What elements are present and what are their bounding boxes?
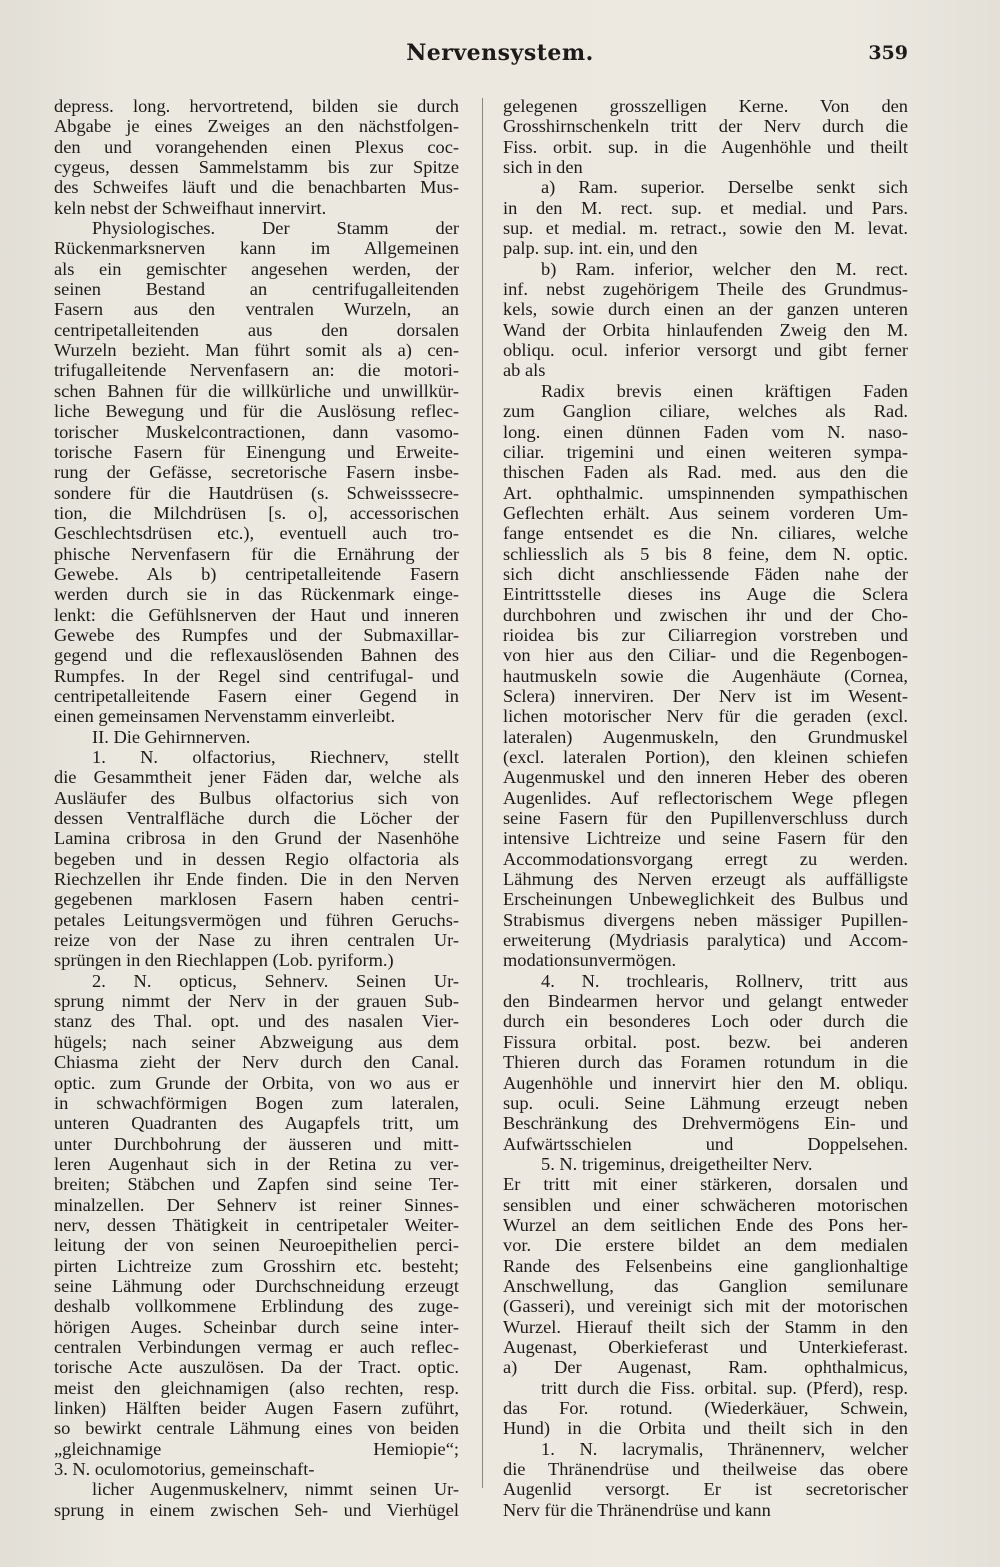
text-line: Rande des Felsenbeins eine ganglionhaltige (503, 1255, 908, 1276)
page-header (0, 40, 1000, 80)
text-line: ciliar. trigemini und einen weiteren sympa- (503, 441, 908, 462)
text-line: Beschränkung des Drehvermögens Ein- und (503, 1113, 908, 1134)
text-line: unteren Quadranten des Augapfels tritt, um (54, 1113, 459, 1134)
text-line: centripetalleitende Fasern einer Gegend in (54, 685, 459, 706)
text-line: breiten; Stäbchen und Zapfen sind seine Ter- (54, 1174, 459, 1195)
text-line: Hund) in die Orbita und theilt sich in den (503, 1418, 908, 1439)
text-line: Wurzeln bezieht. Man führt somit als a) cen- (54, 340, 459, 361)
text-line: reize von der Nase zu ihren centralen Ur- (54, 930, 459, 951)
text-line: sprung in einem zwischen Seh- und Vierhügel (54, 1499, 459, 1520)
text-line: Augenmuskel und den inneren Heber des oberen (503, 767, 908, 788)
text-line: centralen Verbindungen vermag er auch reflec- (54, 1336, 459, 1357)
text-line: leitung der von seinen Neuroepithelien perci- (54, 1235, 459, 1256)
text-line: den Bindearmen hervor und gelangt entweder (503, 991, 908, 1012)
text-line: sondere für die Hautdrüsen (s. Schweisssecre- (54, 482, 459, 503)
text-line: sprung nimmt der Nerv in der grauen Sub- (54, 991, 459, 1012)
text-line: seine Fasern für den Pupillenverschluss durch (503, 808, 908, 829)
text-line: Erscheinungen Unbeweglichkeit des Bulbus und (503, 889, 908, 910)
text-line: hautmuskeln sowie die Augenhäute (Cornea, (503, 665, 908, 686)
text-line: modationsunvermögen. (503, 950, 677, 971)
running-title: Nervensystem. (406, 40, 594, 66)
text-line: torischer Muskelcontractionen, dann vasomo- (54, 421, 459, 442)
text-line: pirten Lichtreize zum Grosshirn etc. besteht; (54, 1255, 459, 1276)
text-line: Ausläufer des Bulbus olfactorius sich von (54, 787, 459, 808)
text-line: Chiasma zieht der Nerv durch den Canal. (54, 1052, 459, 1073)
text-line: werden durch sie in das Rückenmark einge- (54, 584, 459, 605)
text-line: 1. N. olfactorius, Riechnerv, stellt (92, 747, 459, 767)
text-line: schen Bahnen für die willkürliche und unwillkür- (54, 380, 459, 401)
text-line: gegebenen marklosen Fasern haben centri- (54, 889, 459, 910)
text-line: vor. Die erstere bildet an dem medialen (503, 1235, 908, 1256)
text-line: sprüngen in den Riechlappen (Lob. pyriform.) (54, 950, 394, 971)
text-line: in den M. rect. sup. et medial. und Pars. (503, 197, 908, 218)
text-line: rung der Gefässe, secretorische Fasern insbe- (54, 462, 459, 483)
text-line: so bewirkt centrale Lähmung eines von beiden (54, 1418, 459, 1439)
text-line: long. einen dünnen Faden vom N. naso- (503, 421, 908, 442)
text-line: cygeus, dessen Sammelstamm bis zur Spitze (54, 157, 459, 178)
column-divider (482, 98, 483, 1488)
text-line: torische Fasern für Einengung und Erweite- (54, 441, 459, 462)
text-line: tritt durch die Fiss. orbital. sup. (Pferd), resp. (541, 1377, 908, 1398)
text-line: Fasern aus den ventralen Wurzeln, an (54, 299, 459, 320)
text-line: Anschwellung, das Ganglion semilunare (503, 1275, 908, 1296)
text-line: „gleichnamige Hemiopie“; (54, 1438, 459, 1459)
text-line: Er tritt mit einer stärkeren, dorsalen und (503, 1174, 908, 1195)
text-line: phische Nervenfasern für die Ernährung der (54, 543, 459, 564)
text-line: unter Durchbohrung der äusseren und mitt- (54, 1133, 459, 1154)
text-line: torische Acte auszulösen. Da der Tract. optic. (54, 1357, 459, 1378)
text-line: Gewebe. Als b) centripetalleitende Fasern (54, 563, 459, 584)
text-line: des Schweifes läuft und die benachbarten Mus- (54, 177, 459, 198)
text-line: Augenlid versorgt. Er ist secretorischer (503, 1479, 908, 1500)
text-line: einen gemeinsamen Nervenstamm einverleibt. (54, 706, 396, 727)
text-line: Thieren durch das Foramen rotundum in die (503, 1052, 908, 1073)
text-line: Augenhöhle und innervirt hier den M. obliqu. (503, 1072, 908, 1093)
text-line: inf. nebst zugehörigem Theile des Grundmus- (503, 279, 908, 300)
text-line: Abgabe je eines Zweiges an den nächstfolgen- (54, 116, 459, 137)
text-line: sensiblen und einer schwächeren motorischen (503, 1194, 908, 1215)
text-line: die Thränendrüse und theilweise das obere (503, 1459, 908, 1480)
text-line: licher Augenmuskelnerv, nimmt seinen Ur- (92, 1479, 459, 1500)
text-line: schliesslich als 5 bis 8 feine, dem N. optic. (503, 543, 908, 564)
text-line: rioidea bis zur Ciliarregion vorstreben und (503, 624, 908, 645)
text-line: Rückenmarksnerven kann im Allgemeinen (54, 238, 459, 259)
text-line: Lamina cribrosa in den Grund der Nasenhöhe (54, 828, 459, 849)
text-line: intensive Lichtreize und seine Fasern für den (503, 828, 908, 849)
text-line: das For. rotund. (Wiederkäuer, Schwein, (503, 1398, 908, 1418)
text-line: Wurzel. Hierauf theilt sich der Stamm in den (503, 1316, 908, 1337)
text-line: Riechzellen ihr Ende finden. Die in den Nerven (54, 869, 459, 890)
text-line: zum Ganglion ciliare, welches als Rad. (503, 401, 908, 422)
text-line: erweiterung (Mydriasis paralytica) und Accom- (503, 930, 908, 951)
text-line: nerv, dessen Thätigkeit in centripetaler Weiter- (54, 1214, 459, 1235)
text-line: Art. ophthalmic. umspinnenden sympathischen (503, 482, 908, 503)
text-line: Sclera) innerviren. Der Nerv ist im Wesent- (503, 685, 908, 706)
left-column (54, 96, 459, 1520)
text-line: begeben und in dessen Regio olfactoria als (54, 848, 459, 869)
text-line: Fissura orbital. post. bezw. bei anderen (503, 1031, 908, 1052)
text-line: obliqu. ocul. inferior versorgt und gibt ferner (503, 340, 908, 361)
text-line: leren Augenhaut sich in der Retina zu ver- (54, 1153, 459, 1174)
text-line: seine Lähmung oder Durchschneidung erzeugt (54, 1275, 459, 1296)
text-line: 2. N. opticus, Sehnerv. Seinen Ur- (92, 970, 459, 991)
text-line: petales Leitungsvermögen und führen Geruchs- (54, 909, 459, 930)
text-line: sup. et medial. m. retract., sowie den M. levat. (503, 218, 908, 239)
text-line: gegend und die reflexauslösenden Bahnen des (54, 645, 459, 666)
text-line: Radix brevis einen kräftigen Faden (541, 380, 908, 401)
text-line: b) Ram. inferior, welcher den M. rect. (541, 258, 908, 279)
text-line: keln nebst der Schweifhaut innervirt. (54, 197, 327, 218)
text-line: 4. N. trochlearis, Rollnerv, tritt aus (541, 970, 908, 991)
text-line: Strabismus divergens neben mässiger Pupillen- (503, 909, 908, 930)
text-line: lateralen) Augenmuskeln, den Grundmuskel (503, 726, 908, 747)
text-line: durch ein besonderes Loch oder durch die (503, 1011, 908, 1032)
text-line: deshalb vollkommene Erblindung des zuge- (54, 1296, 459, 1317)
text-line: Grosshirnschenkeln tritt der Nerv durch die (503, 116, 908, 137)
text-line: sich in den (503, 157, 583, 178)
text-line: hörigen Auges. Scheinbar durch seine inter- (54, 1316, 459, 1337)
text-line: minalzellen. Der Sehnerv ist reiner Sinnes- (54, 1194, 459, 1215)
text-line: sich dicht anschliessende Fäden nahe der (503, 563, 908, 584)
text-line: Augenast, Oberkieferast und Unterkieferast. (503, 1336, 908, 1357)
text-line: Accommodationsvorgang erregt zu werden. (503, 848, 908, 869)
text-line: tion, die Milchdrüsen [s. o], accessorischen (54, 502, 459, 523)
text-line: a) Der Augenast, Ram. ophthalmicus, (503, 1357, 908, 1378)
text-line: Geflechten erhält. Aus seinem vorderen Um- (503, 502, 908, 523)
text-line: fange entsendet es die Nn. ciliares, welche (503, 523, 908, 544)
text-line: II. Die Gehirnnerven. (92, 726, 251, 747)
text-line: centripetalleitenden aus den dorsalen (54, 319, 459, 340)
text-line: stanz des Thal. opt. und des nasalen Vier- (54, 1011, 459, 1032)
text-line: Fiss. orbit. sup. in die Augenhöhle und theilt (503, 136, 908, 157)
text-line: linken) Hälften beider Augen Fasern zuführt, (54, 1398, 459, 1418)
text-line: (excl. lateralen Portion), den kleinen schiefen (503, 747, 908, 767)
page-number: 359 (868, 42, 908, 64)
text-line: seinen Bestand an centrifugalleitenden (54, 279, 459, 300)
text-line: meist den gleichnamigen (also rechten, resp. (54, 1377, 459, 1398)
text-line: Wand der Orbita hinlaufenden Zweig den M. (503, 319, 908, 340)
text-line: thischen Faden als Rad. med. aus den die (503, 462, 908, 483)
text-line: 1. N. lacrymalis, Thränennerv, welcher (541, 1438, 908, 1459)
text-line: sup. oculi. Seine Lähmung erzeugt neben (503, 1092, 908, 1113)
right-column (503, 96, 908, 1520)
text-line: Eintrittsstelle dieses ins Auge die Sclera (503, 584, 908, 605)
text-line: Physiologisches. Der Stamm der (92, 218, 459, 239)
text-line: Geschlechtsdrüsen etc.), eventuell auch tro- (54, 523, 459, 544)
text-line: Augenlides. Auf reflectorischem Wege pflegen (503, 787, 908, 808)
text-line: liche Bewegung und für die Auslösung reflec- (54, 401, 459, 422)
text-line: Wurzel an dem seitlichen Ende des Pons her- (503, 1214, 908, 1235)
text-line: 5. N. trigeminus, dreigetheilter Nerv. (541, 1153, 813, 1174)
text-line: optic. zum Grunde der Orbita, von wo aus er (54, 1072, 459, 1093)
text-line: depress. long. hervortretend, bilden sie durch (54, 96, 459, 116)
text-line: hügels; nach seiner Abzweigung aus dem (54, 1031, 459, 1052)
text-line: kels, sowie durch einen an der ganzen unteren (503, 299, 908, 320)
text-line: a) Ram. superior. Derselbe senkt sich (541, 177, 908, 198)
text-line: trifugalleitende Nervenfasern an: die motori- (54, 360, 459, 381)
text-line: Nerv für die Thränendrüse und kann (503, 1499, 771, 1520)
text-line: als ein gemischter angesehen werden, der (54, 258, 459, 279)
text-line: Aufwärtsschielen und Doppelsehen. (503, 1133, 908, 1154)
text-line: Lähmung des Nerven erzeugt als auffälligste (503, 869, 908, 890)
text-line: in schwachförmigen Bogen zum lateralen, (54, 1092, 459, 1113)
text-line: lenkt: die Gefühlsnerven der Haut und inneren (54, 604, 459, 625)
text-line: gelegenen grosszelligen Kerne. Von den (503, 96, 908, 116)
text-line: palp. sup. int. ein, und den (503, 238, 698, 259)
text-line: Gewebe des Rumpfes und der Submaxillar- (54, 624, 459, 645)
text-line: ab als (503, 360, 546, 381)
text-line: durchbohren und zwischen ihr und der Cho- (503, 604, 908, 625)
text-line: (Gasseri), und vereinigt sich mit der motorischen (503, 1296, 908, 1317)
text-line: 3. N. oculomotorius, gemeinschaft- (54, 1459, 315, 1480)
text-line: den und vorangehenden einen Plexus coc- (54, 136, 459, 157)
text-line: dessen Ventralfläche durch die Löcher der (54, 808, 459, 829)
text-line: die Gesammtheit jener Fäden dar, welche als (54, 767, 459, 788)
text-line: lichen motorischer Nerv für die geraden (excl. (503, 706, 908, 727)
text-line: von hier aus den Ciliar- und die Regenbogen- (503, 645, 908, 666)
text-line: Rumpfes. In der Regel sind centrifugal- und (54, 665, 459, 686)
